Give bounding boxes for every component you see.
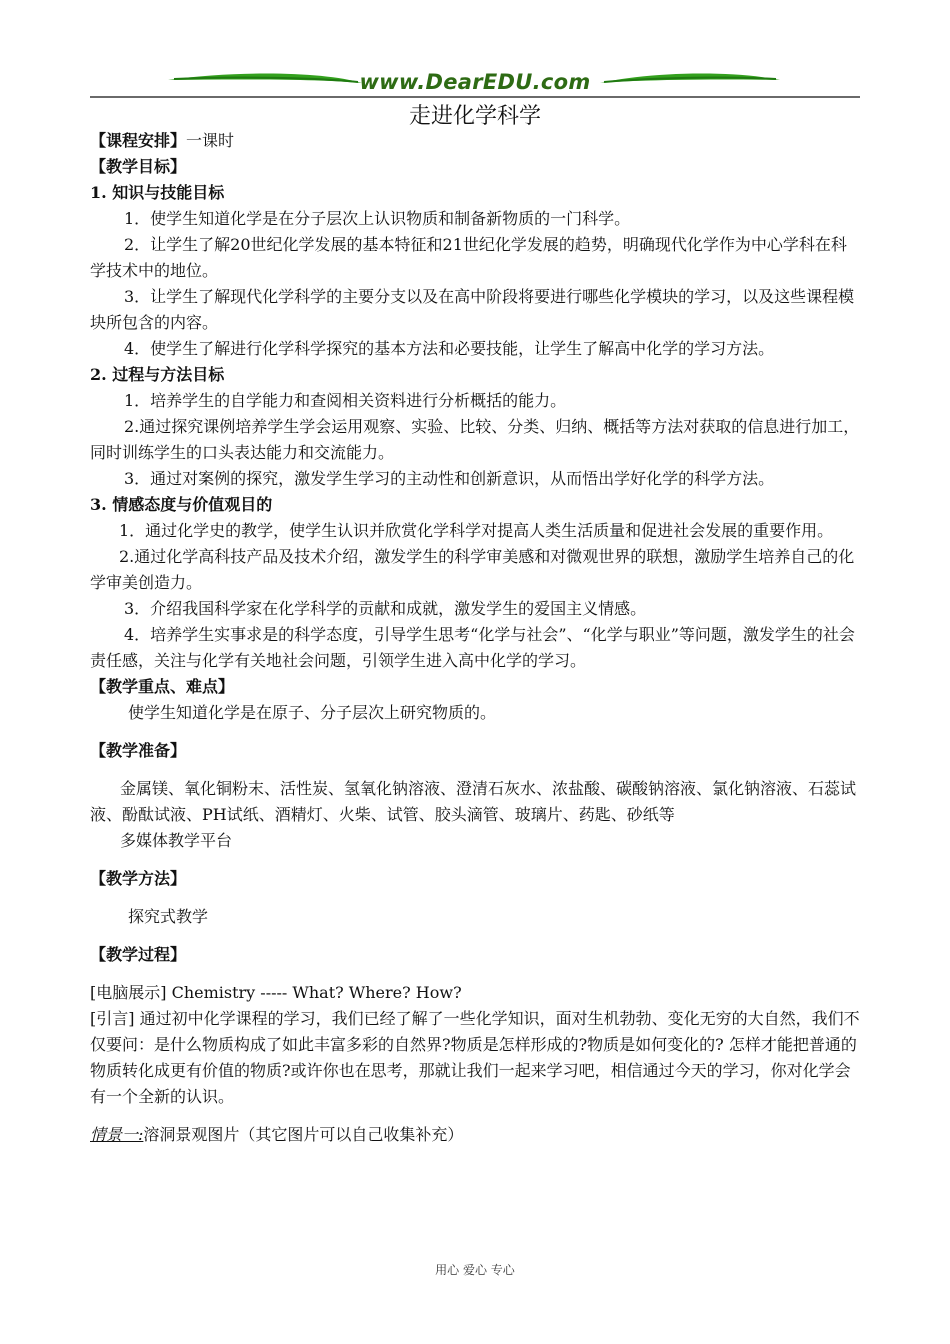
document-body [90, 128, 860, 1148]
list-item: 4．培养学生实事求是的科学态度，引导学生思考“化学与社会”、“化学与职业”等问题，激发学生的社会责任感，关注与化学有关地社会问题，引领学生进入高中化学的学习。 [90, 625, 855, 670]
process-heading: 【教学过程】 [90, 945, 187, 964]
process-intro: [引言] 通过初中化学课程的学习，我们已经了解了一些化学知识，面对生机勃勃、变化无穷的大自然，我们不仅要问：是什么物质构成了如此丰富多彩的自然界?物质是怎样形成的?物质是如何变化的? 怎样才能把普通的物质转化成更有价值的物质?或许你也在思考，那就让我们一起来学习吧，相信通过今天的学习，你对化学会有一个全新的认识。 [90, 1009, 860, 1106]
method-text: 探究式教学 [128, 907, 209, 926]
list-item: 2.通过化学高科技产品及技术介绍，激发学生的科学审美感和对微观世界的联想，激励学生培养自己的化学审美创造力。 [90, 547, 855, 592]
goals-heading: 【教学目标】 [90, 157, 187, 176]
page-title: 走进化学科学 [408, 104, 541, 129]
list-item: 3．通过对案例的探究，激发学生学习的主动性和创新意识，从而悟出学好化学的科学方法。 [124, 469, 775, 488]
subheading-process: 2. 过程与方法目标 [90, 365, 225, 384]
key-points-text: 使学生知道化学是在原子、分子层次上研究物质的。 [128, 703, 497, 722]
scene-label: 情景一: [90, 1125, 144, 1144]
list-item: 1．使学生知道化学是在分子层次上认识物质和制备新物质的一门科学。 [124, 209, 631, 228]
preparation-text: 金属镁、氧化铜粉末、活性炭、氢氧化钠溶液、澄清石灰水、浓盐酸、碳酸钠溶液、氯化钠溶液、石蕊试液、酚酞试液、PH试纸、酒精灯、火柴、试管、胶头滴管、玻璃片、药匙、砂纸等 [90, 779, 857, 824]
list-item: 1．培养学生的自学能力和查阅相关资料进行分析概括的能力。 [124, 391, 567, 410]
list-item: 2．让学生了解20世纪化学发展的基本特征和21世纪化学发展的趋势，明确现代化学作为中心学科在科学技术中的地位。 [90, 235, 847, 280]
schedule-label: 【课程安排】 [90, 131, 187, 150]
preparation-platform: 多媒体教学平台 [120, 831, 233, 850]
list-item: 3．让学生了解现代化学科学的主要分支以及在高中阶段将要进行哪些化学模块的学习，以及这些课程模块所包含的内容。 [90, 287, 855, 332]
schedule-line [90, 128, 860, 154]
schedule-value: 一课时 [186, 131, 235, 150]
list-item: 1．通过化学史的教学，使学生认识并欣赏化学科学对提高人类生活质量和促进社会发展的重要作用。 [119, 521, 834, 540]
subheading-values: 3. 情感态度与价值观目的 [90, 495, 273, 514]
scene-line [90, 1122, 860, 1148]
page-footer: 用心 爱心 专心 [435, 1263, 515, 1277]
key-points-heading: 【教学重点、难点】 [90, 677, 235, 696]
site-logo: www.DearEDU.com [359, 70, 591, 94]
method-heading: 【教学方法】 [90, 869, 187, 888]
list-item: 4．使学生了解进行化学科学探究的基本方法和必要技能，让学生了解高中化学的学习方法。 [124, 339, 775, 358]
scene-text: 溶洞景观图片（其它图片可以自己收集补充） [143, 1125, 464, 1144]
process-screen-line: [电脑展示] Chemistry ----- What? Where? How? [90, 983, 462, 1002]
subheading-knowledge: 1. 知识与技能目标 [90, 183, 225, 202]
preparation-heading: 【教学准备】 [90, 741, 187, 760]
site-header [90, 68, 860, 100]
list-item: 2.通过探究课例培养学生学会运用观察、实验、比较、分类、归纳、概括等方法对获取的信息进行加工，同时训练学生的口头表达能力和交流能力。 [90, 417, 860, 462]
list-item: 3．介绍我国科学家在化学科学的贡献和成就，激发学生的爱国主义情感。 [124, 599, 647, 618]
